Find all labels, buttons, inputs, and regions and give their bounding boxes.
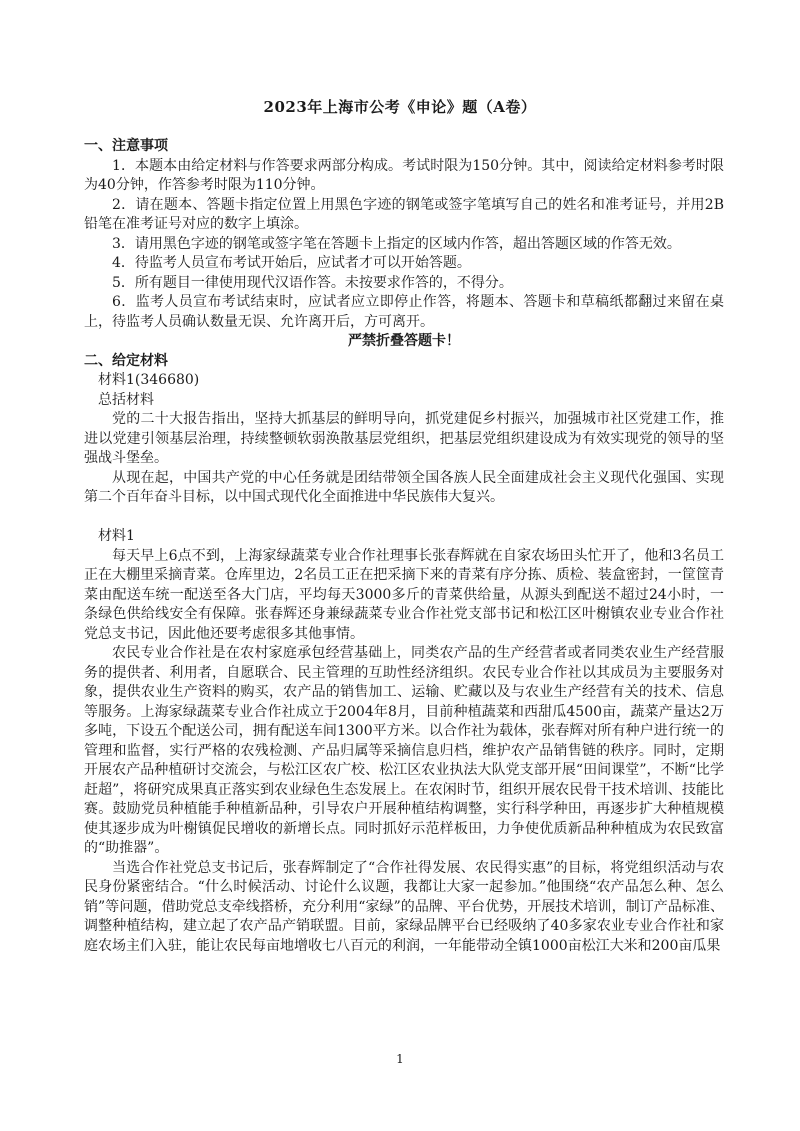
summary-paragraph: 党的二十大报告指出，坚持大抓基层的鲜明导向，抓党建促乡村振兴，加强城市社区党建工作，推进以党建引领基层治理，持续整顿软弱涣散基层党组织，把基层党组织建设成为有效实现党的领导的坚强战斗堡垒。	[84, 411, 724, 466]
answer-card-warning: 严禁折叠答题卡！	[348, 333, 460, 349]
document-title: 2023年上海市公考《申论》题（A卷）	[263, 98, 537, 116]
material-label: 材料1(346680)	[98, 372, 200, 388]
notice-item: 1．本题本由给定材料与作答要求两部分构成。考试时限为150分钟。其中，阅读给定材料参考时限为40分钟，作答参考时限为110分钟。	[84, 157, 724, 193]
notice-item: 5．所有题目一律使用现代汉语作答。未按要求作答的，不得分。	[112, 274, 513, 291]
document-body	[84, 137, 724, 956]
notice-item: 3．请用黑色字迹的钢笔或签字笔在答题卡上指定的区域内作答，超出答题区域的作答无效。	[112, 235, 681, 252]
summary-paragraph: 从现在起，中国共产党的中心任务就是团结带领全国各族人民全面建成社会主义现代化强国、实现第二个百年奋斗目标，以中国式现代化全面推进中华民族伟大复兴。	[84, 469, 724, 505]
section-heading-notes: 一、注意事项	[84, 138, 168, 154]
section-heading-materials: 二、给定材料	[84, 352, 168, 369]
summary-label: 总括材料	[98, 391, 154, 408]
material1-label: 材料1	[98, 528, 135, 544]
material-paragraph: 当选合作社党总支书记后，张春辉制定了“合作社得发展、农民得实惠”的目标，将党组织活动与农民身份紧密结合。“什么时候活动、讨论什么议题，我都让大家一起参加。”他围绕“农产品怎么种、怎么销”等问题，借助党总支牵线搭桥，充分利用“家绿”的品牌、平台优势，开展技术培训，制订产品标准、调整种植结构，建立起了农产品产销联盟。目前，家绿品牌平台已经吸纳了40多家农业专业合作社和家庭农场主们入驻，能让农民每亩地增收七八百元的利润，一年能带动全镇1000亩松江大米和200亩瓜果	[84, 859, 724, 954]
notice-item: 2．请在题本、答题卡指定位置上用黑色字迹的钢笔或签字笔填写自己的姓名和准考证号，并用2B铅笔在准考证号对应的数字上填涂。	[84, 196, 724, 232]
material-paragraph: 农民专业合作社是在农村家庭承包经营基础上，同类农产品的生产经营者或者同类农业生产经营服务的提供者、利用者，自愿联合、民主管理的互助性经济组织。农民专业合作社以其成员为主要服务对象，提供农业生产资料的购买，农产品的销售加工、运输、贮藏以及与农业生产经营有关的技术、信息等服务。上海家绿蔬菜专业合作社成立于2004年8月，目前种植蔬菜和西甜瓜4500亩，蔬菜产量达2万多吨，下设五个配送公司，拥有配送车间1300平方米。以合作社为载体，张春辉对所有种户进行统一的管理和监督，实行严格的农残检测、产品归属等采摘信息归档，维护农产品销售链的秩序。同时，定期开展农产品种植研讨交流会，与松江区农广校、松江区农业执法大队党支部开展“田间课堂”，不断“比学赶超”，将研究成果真正落实到农业绿色生态发展上。在农闲时节，组织开展农民骨干技术培训、技能比赛。鼓励党员种植能手种植新品种，引导农户开展种植结构调整，实行科学种田，再逐步扩大种植规模使其逐步成为叶榭镇促民增收的新增长点。同时抓好示范样板田，力争使优质新品种种植成为农民致富的“助推器”。	[84, 645, 724, 856]
notice-item: 4．待监考人员宣布考试开始后，应试者才可以开始答题。	[112, 255, 471, 271]
material-paragraph: 每天早上6点不到，上海家绿蔬菜专业合作社理事长张春辉就在自家农场田头忙开了，他和3名员工正在大棚里采摘青菜。仓库里边，2名员工正在把采摘下来的青菜有序分拣、质检、装盒密封，一筐筐青菜由配送车统一配送至各大门店，平均每天3000多斤的青菜供给量，从源头到配送不超过24小时，一条绿色供给线安全有保障。张春辉还身兼绿蔬菜专业合作社党支部书记和松江区叶榭镇农业专业合作社党总支书记，因此他还要考虑很多其他事情。	[84, 547, 724, 642]
notice-item: 6．监考人员宣布考试结束时，应试者应立即停止作答，将题本、答题卡和草稿纸都翻过来留在桌上，待监考人员确认数量无误、允许离开后，方可离开。	[84, 294, 724, 330]
spacer	[84, 508, 724, 528]
page-number: 1	[396, 1052, 404, 1066]
